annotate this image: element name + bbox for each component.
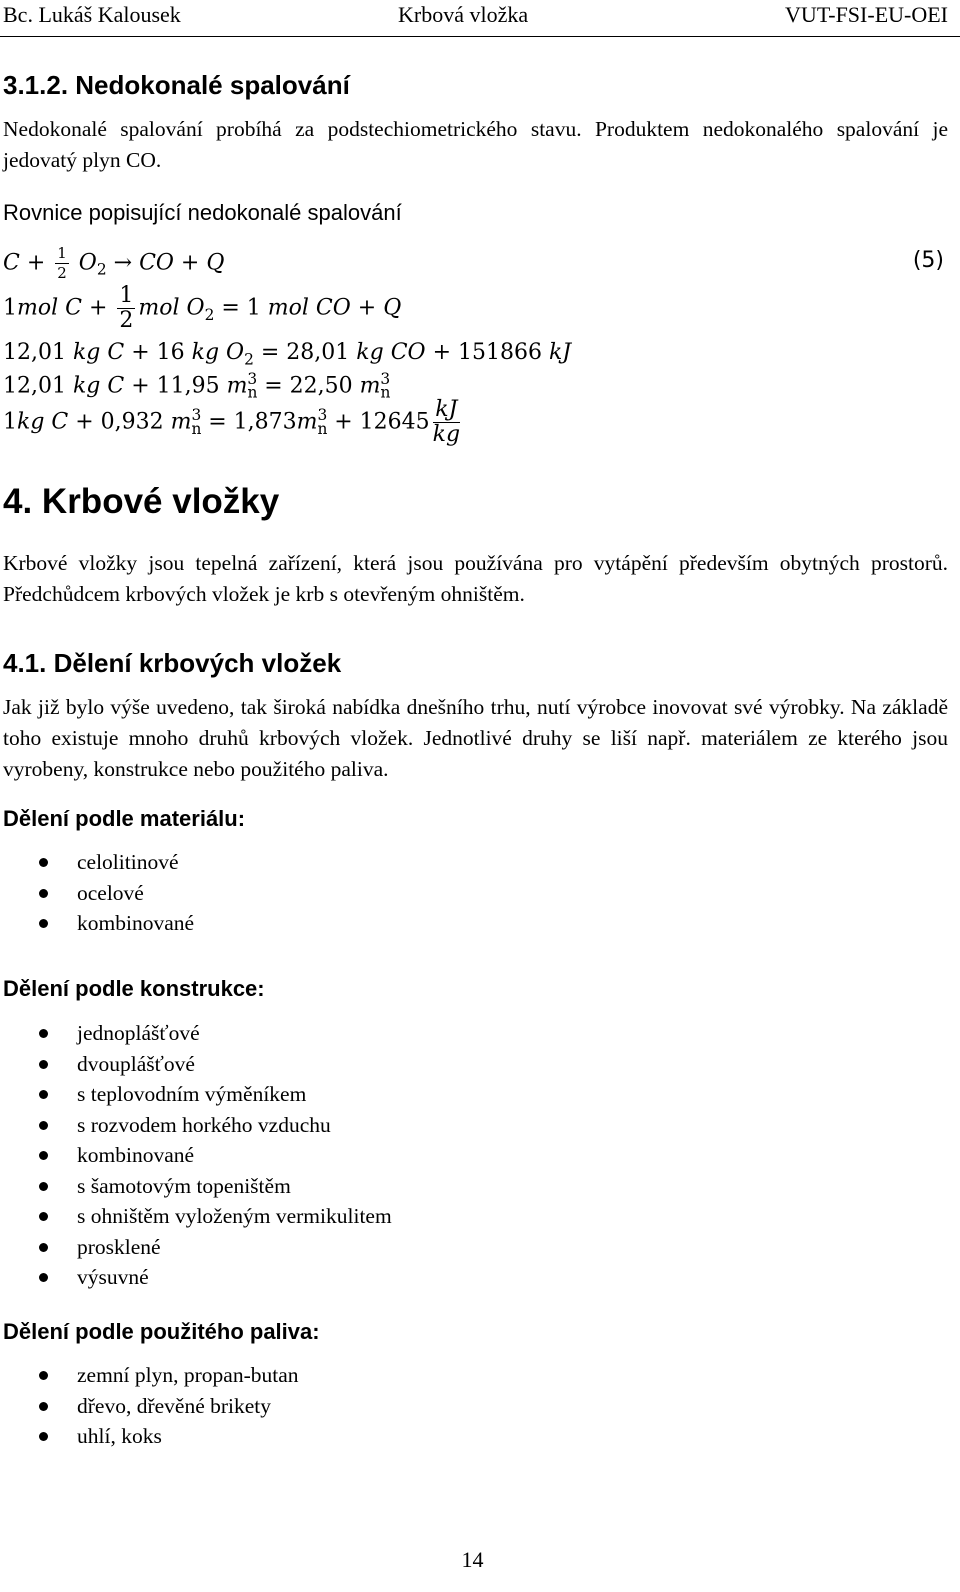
list-item: kombinované: [0, 908, 194, 939]
page-header: [0, 0, 960, 37]
fuel-heading: Dělení podle použitého paliva:: [3, 1319, 320, 1344]
bullet-icon: [39, 858, 48, 867]
list-item: celolitinové: [0, 847, 194, 878]
list-item: dvouplášťové: [0, 1049, 392, 1080]
bullet-icon: [39, 1273, 48, 1282]
header-title: Krbová vložka: [398, 2, 529, 27]
equation-1: C + $\frac{1}{2}$ $O_2$ → CO + Q: [3, 244, 225, 282]
bullet-icon: [39, 1121, 48, 1130]
equation-5: 1kg C + 0,932 $m_n^3 = 1,873m_n^3 + 12645$ $\frac{kJ}{kg}$: [3, 397, 461, 448]
list-item: zemní plyn, propan-butan: [0, 1360, 299, 1391]
list-item: s šamotovým topeništěm: [0, 1171, 392, 1202]
list-item: kombinované: [0, 1140, 392, 1171]
equation-number: (5): [912, 248, 944, 273]
bullet-icon: [39, 1090, 48, 1099]
bullet-icon: [39, 919, 48, 928]
equations-title: Rovnice popisující nedokonalé spalování: [3, 200, 402, 225]
bullet-icon: [39, 1212, 48, 1221]
list-item: výsuvné: [0, 1262, 392, 1293]
section-heading-3-1-2: 3.1.2. Nedokonalé spalování: [3, 70, 350, 100]
list-item: s ohništěm vyloženým vermikulitem: [0, 1201, 392, 1232]
list-item: dřevo, dřevěné brikety: [0, 1391, 299, 1422]
bullet-icon: [39, 1371, 48, 1380]
construction-list: [0, 1018, 392, 1293]
section-4-1-paragraph: Jak již bylo výše uvedeno, tak široká nabídka dnešního trhu, nutí výrobce inovovat své výrobky. Na základě toho existuje mnoho druhů krbových vložek. Jednotlivé druhy se liší např. materiálem ze kterého jsou vyrobeny, konstrukce nebo použitého paliva.: [3, 695, 948, 781]
section-heading-4: 4. Krbové vložky: [3, 482, 280, 521]
equation-2: 1mol C + $\frac{1}{2}$ mol $O_2 = 1$ mol CO + Q: [3, 283, 402, 334]
list-item: ocelové: [0, 878, 194, 909]
section-heading-4-1: 4.1. Dělení krbových vložek: [3, 648, 342, 678]
bullet-icon: [39, 1029, 48, 1038]
list-item: uhlí, koks: [0, 1421, 299, 1452]
page-number: 14: [461, 1547, 484, 1572]
bullet-icon: [39, 1243, 48, 1252]
bullet-icon: [39, 1151, 48, 1160]
equation-3: 12,01 kg C + 16 kg $O_2 = 28,01$ kg CO + 151866 kJ: [3, 340, 572, 369]
equation-4: 12,01 kg C + 11,95 $m_n^3 = 22,50$ $m_n^3$: [3, 370, 391, 402]
list-item: jednoplášťové: [0, 1018, 392, 1049]
section-3-1-2-paragraph: Nedokonalé spalování probíhá za podstechiometrického stavu. Produktem nedokonalého spalování je jedovatý plyn CO.: [3, 117, 948, 172]
list-item: s teplovodním výměníkem: [0, 1079, 392, 1110]
header-institution: VUT-FSI-EU-OEI: [785, 2, 948, 27]
bullet-icon: [39, 889, 48, 898]
list-item: prosklené: [0, 1232, 392, 1263]
material-heading: Dělení podle materiálu:: [3, 806, 246, 831]
list-item: s rozvodem horkého vzduchu: [0, 1110, 392, 1141]
section-4-paragraph: Krbové vložky jsou tepelná zařízení, která jsou používána pro vytápění především obytných prostorů. Předchůdcem krbových vložek je krb s otevřeným ohništěm.: [3, 551, 948, 606]
header-author: Bc. Lukáš Kalousek: [3, 2, 181, 27]
bullet-icon: [39, 1432, 48, 1441]
bullet-icon: [39, 1060, 48, 1069]
fuel-list: [0, 1360, 299, 1452]
material-list: [0, 847, 194, 939]
bullet-icon: [39, 1182, 48, 1191]
bullet-icon: [39, 1402, 48, 1411]
construction-heading: Dělení podle konstrukce:: [3, 976, 265, 1001]
